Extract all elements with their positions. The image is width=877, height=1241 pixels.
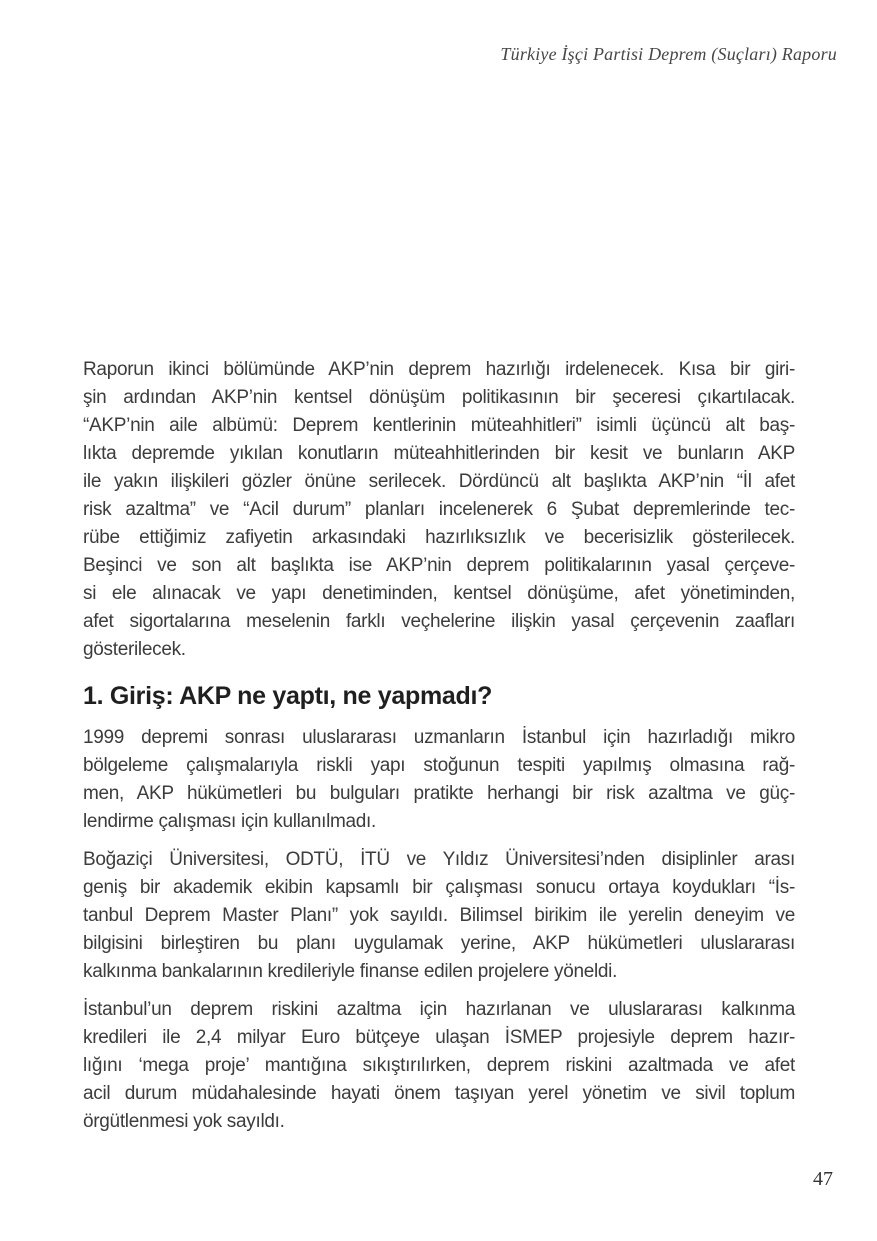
section-heading: 1. Giriş: AKP ne yaptı, ne yapmadı? [83,682,493,710]
text-line: acil durum müdahalesinde hayati önem taşıyan yerel yönetim ve sivil toplum [83,1083,795,1104]
text-line: lıkta depremde yıkılan konutların müteahhitlerinden bir kesit ve bunların AKP [83,443,795,464]
text-line: bilgisini birleştiren bu planı uygulamak yerine, AKP hükümetleri uluslararası [83,933,795,954]
paragraph-4 [83,996,795,1136]
text-line: bölgeleme çalışmalarıyla riskli yapı stoğunun tespiti yapılmış olmasına rağ- [83,755,795,776]
text-line: ile yakın ilişkileri gözler önüne serilecek. Dördüncü alt başlıkta AKP’nin “İl afet [83,471,795,492]
intro-paragraph [83,356,795,664]
page-number: 47 [813,1168,833,1190]
text-line: 1999 depremi sonrası uluslararası uzmanların İstanbul için hazırladığı mikro [83,727,795,748]
text-line: afet sigortalarına meselenin farklı veçhelerine ilişkin yasal çerçevenin zaafları [83,611,795,632]
text-line: risk azaltma” ve “Acil durum” planları incelenerek 6 Şubat depremlerinde tec- [83,499,795,520]
text-line: Beşinci ve son alt başlıkta ise AKP’nin deprem politikalarının yasal çerçeve- [83,555,795,576]
text-line: kalkınma bankalarının kredileriyle finanse edilen projelere yöneldi. [83,961,618,982]
text-line: şin ardından AKP’nin kentsel dönüşüm politikasının bir şeceresi çıkartılacak. [83,387,795,408]
text-line: rübe ettiğimiz zafiyetin arkasındaki hazırlıksızlık ve becerisizlik gösterilecek. [83,527,795,548]
text-line: si ele alınacak ve yapı denetiminden, kentsel dönüşüme, afet yönetiminden, [83,583,795,604]
text-line: gösterilecek. [83,639,186,660]
text-line: lığını ‘mega proje’ mantığına sıkıştırılırken, deprem riskini azaltmada ve afet [83,1055,795,1076]
text-line: Boğaziçi Üniversitesi, ODTÜ, İTÜ ve Yıldız Üniversitesi’nden disiplinler arası [83,849,795,870]
text-line: men, AKP hükümetleri bu bulguları pratikte herhangi bir risk azaltma ve güç- [83,783,795,804]
text-line: Raporun ikinci bölümünde AKP’nin deprem hazırlığı irdelenecek. Kısa bir giri- [83,359,795,380]
text-line: kredileri ile 2,4 milyar Euro bütçeye ulaşan İSMEP projesiyle deprem hazır- [83,1027,795,1048]
paragraph-3 [83,846,795,986]
text-line: geniş bir akademik ekibin kapsamlı bir çalışması sonucu ortaya koydukları “İs- [83,877,795,898]
running-header: Türkiye İşçi Partisi Deprem (Suçları) Raporu [500,44,837,64]
text-line: örgütlenmesi yok sayıldı. [83,1111,285,1132]
text-line: İstanbul’un deprem riskini azaltma için hazırlanan ve uluslararası kalkınma [83,999,795,1020]
text-line: lendirme çalışması için kullanılmadı. [83,811,377,832]
page-body [83,356,795,1146]
text-line: “AKP’nin aile albümü: Deprem kentlerinin müteahhitleri” isimli üçüncü alt baş- [83,415,795,436]
text-line: tanbul Deprem Master Planı” yok sayıldı. Bilimsel birikim ile yerelin deneyim ve [83,905,795,926]
paragraph-2 [83,724,795,836]
